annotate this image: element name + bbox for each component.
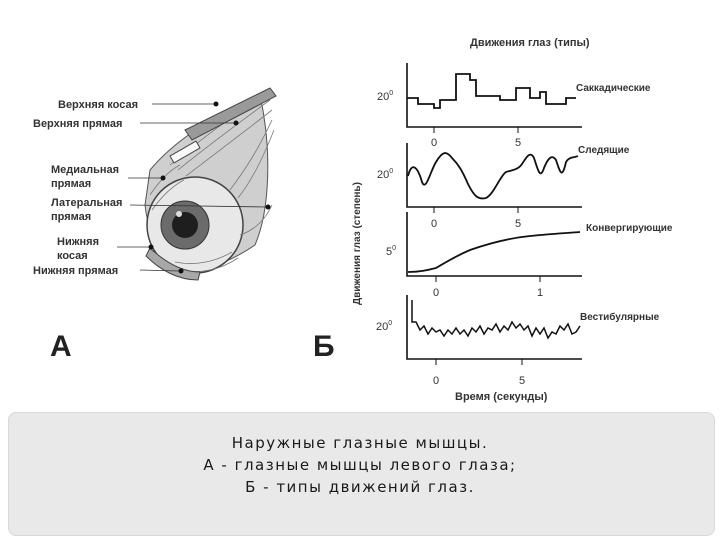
- trace-saccadic: [377, 63, 651, 149]
- trace-pursuit-tick-a: 0: [431, 218, 438, 230]
- trace-pursuit-name: Следящие: [578, 145, 630, 156]
- y-axis-label: Движения глаз (степень): [352, 182, 363, 305]
- trace-convergence-tick-a: 0: [433, 287, 440, 299]
- trace-saccadic-name: Саккадические: [576, 83, 651, 94]
- label-medial-rectus-2: прямая: [51, 178, 92, 190]
- panel-b-letter: Б: [313, 330, 335, 363]
- trace-vestibular-tick-a: 0: [433, 375, 440, 387]
- label-lateral-rectus-1: Латеральная: [51, 197, 123, 209]
- label-inferior-oblique-2: косая: [57, 250, 88, 262]
- trace-convergence: [386, 212, 673, 299]
- caption-line-1: Наружные глазные мышцы.: [231, 434, 489, 452]
- trace-pursuit-scale: $20^0$: [377, 168, 394, 181]
- trace-vestibular-name: Вестибулярные: [580, 312, 660, 323]
- trace-pursuit-tick-b: 5: [515, 218, 522, 230]
- trace-vestibular-scale: $20^0$: [376, 320, 393, 333]
- label-inferior-oblique-1: Нижняя: [57, 236, 99, 248]
- trace-convergence-scale: $5^0$: [386, 245, 397, 258]
- muscle-labels: [33, 99, 138, 277]
- trace-saccadic-tick-a: 0: [431, 137, 438, 149]
- x-axis-label: Время (секунды): [455, 391, 548, 403]
- eye-muscle-illustration: [117, 88, 276, 280]
- trace-convergence-tick-b: 1: [537, 287, 544, 299]
- label-superior-rectus: Верхняя прямая: [33, 118, 123, 130]
- panel-b-title: Движения глаз (типы): [470, 37, 590, 49]
- label-superior-oblique: Верхняя косая: [58, 99, 139, 111]
- label-medial-rectus-1: Медиальная: [51, 164, 120, 176]
- trace-convergence-name: Конвергирующие: [586, 223, 673, 234]
- panel-a-letter: А: [50, 330, 72, 363]
- caption-line-3: Б - типы движений глаз.: [245, 478, 475, 496]
- trace-vestibular-tick-b: 5: [519, 375, 526, 387]
- label-inferior-rectus: Нижняя прямая: [33, 265, 119, 277]
- trace-saccadic-tick-b: 5: [515, 137, 522, 149]
- caption-line-2: А - глазные мышцы левого глаза;: [203, 456, 517, 474]
- trace-vestibular: [376, 295, 660, 387]
- trace-saccadic-scale: $20^0$: [377, 90, 394, 103]
- trace-pursuit: [377, 143, 630, 230]
- figure-caption: [0, 432, 720, 498]
- label-lateral-rectus-2: прямая: [51, 211, 92, 223]
